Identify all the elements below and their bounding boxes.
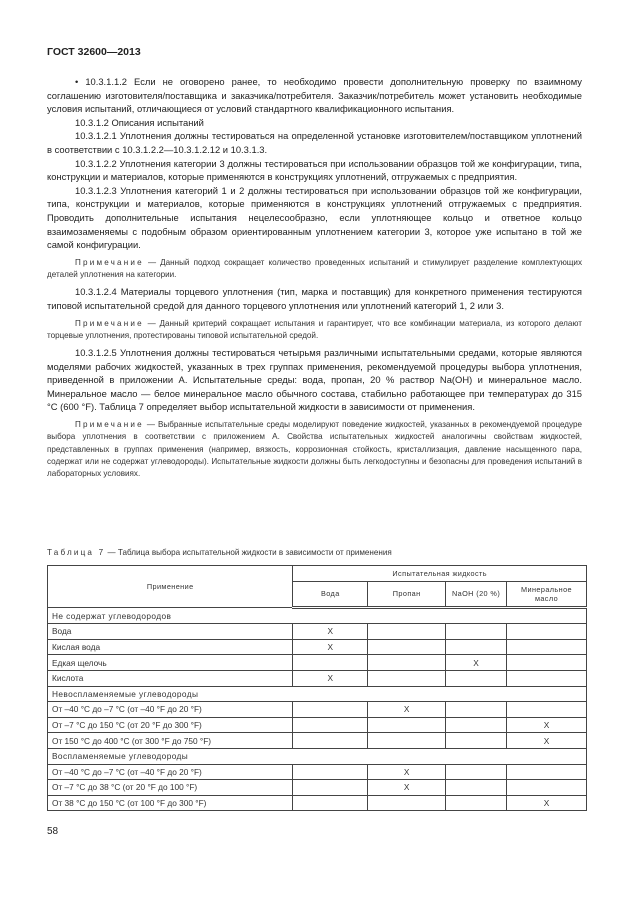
mark-cell: [368, 639, 446, 655]
row-label: Кислота: [48, 670, 293, 686]
mark-cell: X: [368, 780, 446, 796]
mark-cell: [507, 639, 587, 655]
mark-cell: [446, 764, 507, 780]
mark-cell: [446, 733, 507, 749]
mark-cell: [293, 733, 368, 749]
table-group-row: [48, 748, 587, 764]
caption-text: — Таблица выбора испытательной жидкости в зависимости от применения: [105, 548, 392, 557]
table-row: [48, 717, 587, 733]
paragraph: 10.3.1.2.3 Уплотнения категорий 1 и 2 должны тестироваться при использовании образцов той же конфигурации, типа, конструкции и материалов, которые применяются в конструкциях уплотнений отгружаемых с предприятия. Проводить дополнительные испытания нецелесообразно, если уплотняющее кольцо и ответное кольцо взаимозаменяемы с подобным образом ориентированным уплотнением категории 3, которое уже испытано в той же самой конфигурации.: [47, 184, 582, 251]
caption-label: Таблица 7: [47, 548, 106, 557]
mark-cell: [507, 780, 587, 796]
paragraph: 10.3.1.2.5 Уплотнения должны тестироваться четырьмя различными испытательными средами, которые являются моделями рабочих жидкостей, указанных в трех группах применения, рекомендуемой процедуры выбора уплотнения, приведенной в приложении А. Испытательные среды: вода, пропан, 20 % раствор Na(OH) и минеральное масло. Минеральное масло — белое минеральное масло обычного состава, стабильно работающее при температурах до 315 °C (600 °F). Таблица 7 определяет выбор испытательной жидкости в зависимости от применения.: [47, 347, 582, 413]
mark-cell: X: [507, 733, 587, 749]
mark-cell: X: [507, 795, 587, 811]
mark-cell: [293, 655, 368, 671]
mark-cell: [368, 795, 446, 811]
mark-cell: [446, 624, 507, 640]
document-header: ГОСТ 32600—2013: [47, 46, 141, 58]
mark-cell: X: [507, 717, 587, 733]
group-label: Невоспламеняемые углеводороды: [48, 686, 587, 702]
note-text: — Данный подход сокращает количество проведенных испытаний и стимулирует разделение комплектующих деталей уплотнения на категории.: [47, 257, 582, 280]
mark-cell: X: [293, 624, 368, 640]
mark-cell: [507, 670, 587, 686]
row-label: От –7 °C до 38 °C (от 20 °F до 100 °F): [48, 780, 293, 796]
row-label: Вода: [48, 624, 293, 640]
mark-cell: [507, 702, 587, 718]
col-header: Минеральное масло: [507, 581, 587, 607]
mark-cell: [507, 624, 587, 640]
paragraph: 10.3.1.2.1 Уплотнения должны тестироваться на определенной установке изготовителем/поставщиком уплотнений в соответствии с 10.3.1.2.2—10.3.1.2.12 и 10.3.1.3.: [47, 130, 582, 155]
col-header-application: Применение: [48, 566, 293, 608]
table-row: [48, 733, 587, 749]
table-caption: [47, 548, 392, 557]
mark-cell: [446, 670, 507, 686]
mark-cell: X: [293, 639, 368, 655]
group-label: Воспламеняемые углеводороды: [48, 748, 587, 764]
mark-cell: [446, 702, 507, 718]
table-row: [48, 795, 587, 811]
note-label: Примечание: [75, 257, 144, 267]
mark-cell: X: [446, 655, 507, 671]
table-row: [48, 702, 587, 718]
note-text: — Выбранные испытательные среды моделируют поведение жидкостей, указанных в рекомендуемой процедуре выбора уплотнения в соответствии с приложением А. Свойства испытательных жидкостей аналогичны свойствам жидкостей, представленных в группах применения (например, вязкость, коррозионная стойкость, кристаллизация, давление насыщенного пара, содержат или не содержат углеводороды). Испытательные жидкости должны быть легкодоступны и безопасны для проведения испытаний в лабораторных условиях.: [47, 420, 582, 479]
table-group-row: [48, 686, 587, 702]
table-row: [48, 655, 587, 671]
mark-cell: X: [368, 764, 446, 780]
note-label: Примечание: [75, 420, 144, 430]
mark-cell: [368, 655, 446, 671]
note-label: Примечание: [75, 318, 144, 328]
row-label: От 38 °C до 150 °C (от 100 °F до 300 °F): [48, 795, 293, 811]
mark-cell: X: [293, 670, 368, 686]
mark-cell: [368, 733, 446, 749]
table-row: [48, 639, 587, 655]
mark-cell: X: [368, 702, 446, 718]
paragraph: 10.3.1.2.2 Уплотнения категории 3 должны тестироваться при использовании образцов той же конфигурации, типа, конструкции и материалов, которые применяются в конструкциях уплотнений, отгружаемых с предприятия.: [47, 157, 582, 183]
col-header: Пропан: [368, 581, 446, 607]
paragraph: 10.3.1.2 Описания испытаний: [75, 116, 204, 128]
row-label: От –40 °C до –7 °C (от –40 °F до 20 °F): [48, 702, 293, 718]
page-number: 58: [47, 826, 59, 837]
mark-cell: [368, 624, 446, 640]
col-header: Вода: [293, 581, 368, 607]
table-row: [48, 764, 587, 780]
paragraph: • 10.3.1.1.2 Если не оговорено ранее, то необходимо провести дополнительную проверку по взаимному соглашению изготовителя/поставщика и заказчика/потребителя. Заказчик/потребитель может установить необходимые условия испытаний, отличающиеся от условий стандартного квалификационного испытания.: [47, 76, 582, 115]
row-label: От –7 °C до 150 °C (от 20 °F до 300 °F): [48, 717, 293, 733]
mark-cell: [507, 764, 587, 780]
mark-cell: [446, 795, 507, 811]
mark-cell: [293, 702, 368, 718]
note-paragraph: [47, 419, 582, 480]
table-row: [48, 670, 587, 686]
mark-cell: [368, 670, 446, 686]
row-label: От –40 °C до –7 °C (от –40 °F до 20 °F): [48, 764, 293, 780]
mark-cell: [293, 764, 368, 780]
mark-cell: [293, 795, 368, 811]
mark-cell: [368, 717, 446, 733]
row-label: Едкая щелочь: [48, 655, 293, 671]
table-row: [48, 780, 587, 796]
note-paragraph: [47, 257, 582, 282]
mark-cell: [293, 780, 368, 796]
col-header: NaOH (20 %): [446, 581, 507, 607]
mark-cell: [446, 717, 507, 733]
mark-cell: [293, 717, 368, 733]
row-label: Кислая вода: [48, 639, 293, 655]
group-label: Не содержат углеводородов: [48, 607, 587, 624]
mark-cell: [446, 780, 507, 796]
note-paragraph: [47, 318, 582, 343]
mark-cell: [446, 639, 507, 655]
body-text: [47, 75, 582, 485]
col-header-group: Испытательная жидкость: [293, 566, 587, 582]
note-text: — Данный критерий сокращает испытания и гарантирует, что все комбинации материала, из которого делают торцевые уплотнения, протестированы типовой испытательной средой.: [47, 318, 582, 340]
table-row: [48, 624, 587, 640]
row-label: От 150 °C до 400 °C (от 300 °F до 750 °F): [48, 733, 293, 749]
mark-cell: [507, 655, 587, 671]
table-group-row: [48, 607, 587, 624]
paragraph: 10.3.1.2.4 Материалы торцевого уплотнения (тип, марка и поставщик) для конкретного применения тестируются типовой испытательной средой для данного торцевого уплотнения или уплотнений категорий 1, 2 или 3.: [47, 286, 582, 311]
test-fluid-table: [47, 565, 587, 811]
